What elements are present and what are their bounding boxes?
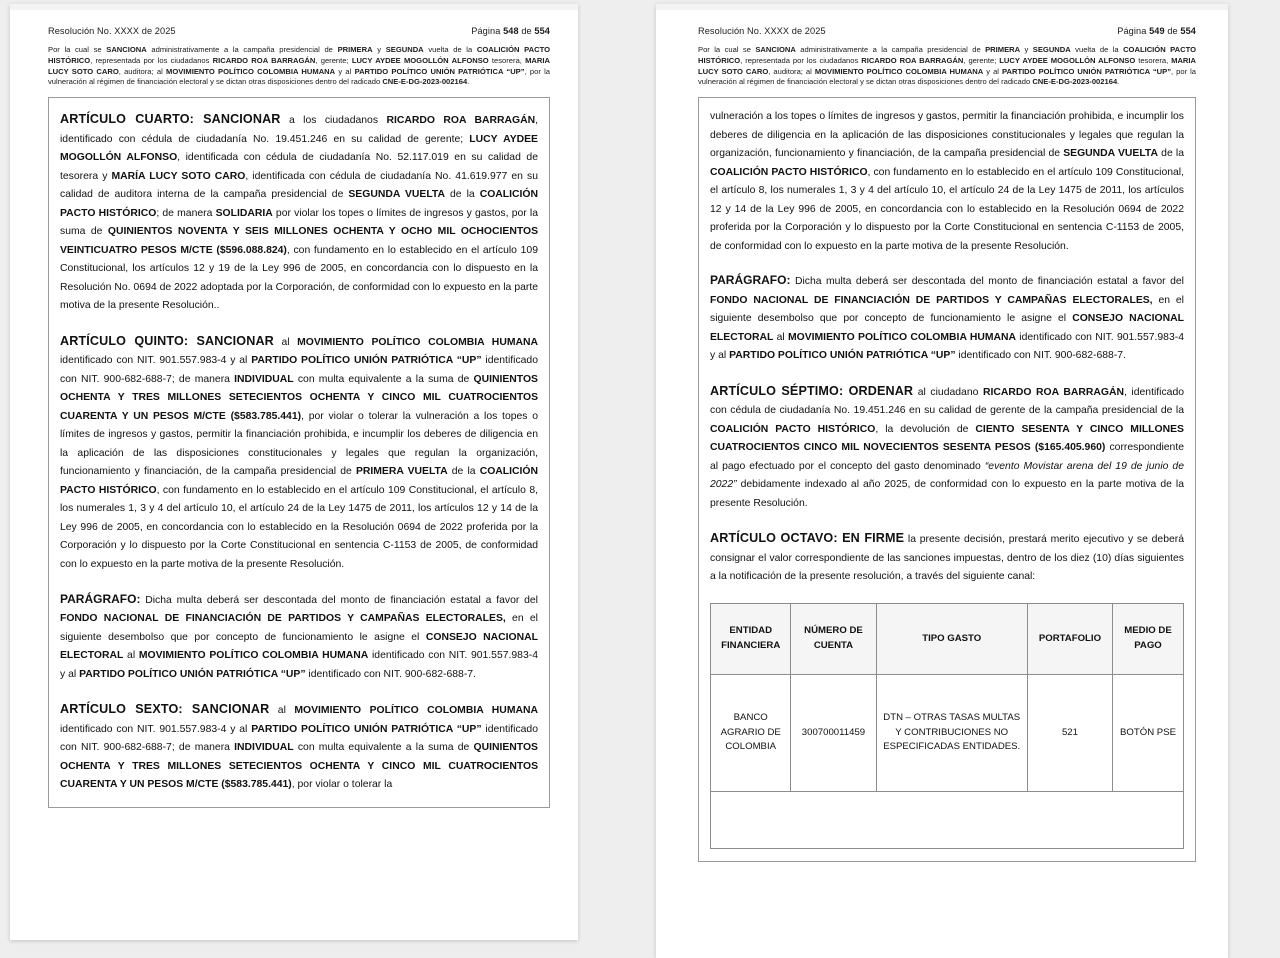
th-numero-cuenta: NÚMERO DE CUENTA <box>791 603 876 674</box>
articulo-sexto-title: ARTÍCULO SEXTO: SANCIONAR <box>60 702 270 717</box>
paragrafo-right: PARÁGRAFO: Dicha multa deberá ser descontada del monto de financiación estatal a favor del FONDO NACIONAL DE FINANCIACIÓN DE PARTIDOS Y CAMPAÑAS ELECTORALES, en el siguiente desembolso que por concepto de funcionamiento le asigne el CONSEJO NACIONAL ELECTORAL al MOVIMIENTO POLÍTICO COLOMBIA HUMANA identificado con NIT. 901.557.983-4 y al PARTIDO POLÍTICO UNIÓN PATRIÓTICA “UP” identificado con NIT. 900-682-688-7. <box>710 273 1184 362</box>
articulo-septimo: ARTÍCULO SÉPTIMO: ORDENAR al ciudadano RICARDO ROA BARRAGÁN, identificado con cédula de ciudadanía No. 19.451.246 en su calidad de gerente de la campaña presidencial de la COALICIÓN PACTO HISTÓRICO, la devolución de CIENTO SESENTA Y CINCO MILLONES CUATROCIENTOS CINCO MIL NOVECIENTOS SESENTA PESOS ($165.405.960) correspondiente al pago efectuado por el concepto del gasto denominado “evento Movistar arena del 19 de junio de 2022” debidamente indexado al año 2025, de conformidad con lo expuesto en la parte motiva de la presente Resolución. <box>710 383 1184 509</box>
current-page-number-right: 549 <box>1149 26 1165 36</box>
table-header-row <box>711 603 1184 674</box>
table-empty-row <box>711 791 1184 848</box>
continuation-paragraph: vulneración a los topes o límites de ingresos y gastos, permitir la financiación prohibida, e incumplir los deberes de diligencia en la aplicación de las disposiciones constitucionales y legales que regulan la organización, funcionamiento y financiación, de la campaña presidencial de SEGUNDA VUELTA de la COALICIÓN PACTO HISTÓRICO, con fundamento en lo establecido en el artículo 109 Constitucional, el artículo 8, los numerales 1, 3 y 4 del artículo 10, el artículo 24 de la Ley 1475 de 2011, los artículos 12 y 14 de la Ley 996 de 2005, en concordancia con lo establecido en la Resolución 0694 de 2022 proferida por la Corporación y lo dispuesto por la Corte Constitucional en sentencia C-1153 de 2005, de conformidad con lo expuesto en la parte motiva de la presente Resolución. <box>710 111 1184 252</box>
articulo-octavo-title: ARTÍCULO OCTAVO: EN FIRME <box>710 531 905 546</box>
document-subheader: Por la cual se SANCIONA administrativamente a la campaña presidencial de PRIMERA y SEGUNDA vuelta de la COALICIÓN PACTO HISTÓRICO, representada por los ciudadanos RICARDO ROA BARRAGÁN, gerente; LUCY AYDEE MOGOLLÓN ALFONSO tesorera, MARIA LUCY SOTO CARO, auditora; al MOVIMIENTO POLÍTICO COLOMBIA HUMANA y al PARTIDO POLÍTICO UNIÓN PATRIÓTICA “UP”, por la vulneración al régimen de financiación electoral y se dictan otras disposiciones dentro del radicado CNE-E-DG-2023-002164. <box>48 45 551 87</box>
document-subheader-right: Por la cual se SANCIONA administrativamente a la campaña presidencial de PRIMERA y SEGUNDA vuelta de la COALICIÓN PACTO HISTÓRICO, representada por los ciudadanos RICARDO ROA BARRAGÁN, gerente; LUCY AYDEE MOGOLLÓN ALFONSO tesorera, MARIA LUCY SOTO CARO, auditora; al MOVIMIENTO POLÍTICO COLOMBIA HUMANA y al PARTIDO POLÍTICO UNIÓN PATRIÓTICA “UP”, por la vulneración al régimen de financiación electoral y se dictan otras disposiciones dentro del radicado CNE-E-DG-2023-002164. <box>698 45 1197 87</box>
left-page-body-box <box>48 97 550 808</box>
articulo-cuarto-title: ARTÍCULO CUARTO: SANCIONAR <box>60 112 281 127</box>
page-548 <box>10 4 578 940</box>
articulo-septimo-title: ARTÍCULO SÉPTIMO: ORDENAR <box>710 383 914 398</box>
page-number-indicator-right: Página 549 de 554 <box>1117 26 1196 36</box>
articulo-octavo: ARTÍCULO OCTAVO: EN FIRME la presente decisión, prestará merito ejecutivo y se deberá consignar el valor correspondiente de las sanciones impuestas, dentro de los diez (10) días siguientes a la notificación de la presente resolución, a través del siguiente canal: <box>710 531 1184 583</box>
cell-medio-de-pago: BOTÓN PSE <box>1113 674 1184 791</box>
total-page-number: 554 <box>534 26 550 36</box>
articulo-quinto-title: ARTÍCULO QUINTO: SANCIONAR <box>60 333 274 348</box>
articulo-quinto: ARTÍCULO QUINTO: SANCIONAR al MOVIMIENTO POLÍTICO COLOMBIA HUMANA identificado con NIT. 901.557.983-4 y al PARTIDO POLÍTICO UNIÓN PATRIÓTICA “UP” identificado con NIT. 900-682-688-7; de manera INDIVIDUAL con multa equivalente a la suma de QUINIENTOS OCHENTA Y TRES MILLONES SETECIENTOS OCHENTA Y CINCO MIL CUATROCIENTOS CUARENTA Y UN PESOS M/CTE ($583.785.441), por violar o tolerar la vulneración a los topes o límites de ingresos y gastos, permitir la financiación prohibida, e incumplir los deberes de diligencia en la aplicación de las disposiciones constitucionales y legales que regulan la organización, funcionamiento y financiación, de la campaña presidencial de PRIMERA VUELTA de la COALICIÓN PACTO HISTÓRICO, con fundamento en lo establecido en el artículo 109 Constitucional, el artículo 8, los numerales 1, 3 y 4 del artículo 10, el artículo 24 de la Ley 1475 de 2011, los artículos 12 y 14 de la Ley 996 de 2005, en concordancia con lo establecido en la Resolución 0694 de 2022 proferida por la Corporación y lo dispuesto por la Corte Constitucional en sentencia C-1153 de 2005, de conformidad con lo expuesto en la parte motiva de la presente Resolución. <box>60 333 538 570</box>
cell-portafolio: 521 <box>1027 674 1112 791</box>
paragrafo-right-title: PARÁGRAFO: <box>710 273 791 288</box>
articulo-cuarto: ARTÍCULO CUARTO: SANCIONAR a los ciudadanos RICARDO ROA BARRAGÁN, identificado con cédula de ciudadanía No. 19.451.246 en su calidad de gerente; LUCY AYDEE MOGOLLÓN ALFONSO, identificada con cédula de ciudadanía No. 52.117.019 en su calidad de tesorera y MARÍA LUCY SOTO CARO, identificada con cédula de ciudadanía No. 41.619.977 en su calidad de auditora interna de la campaña presidencial de SEGUNDA VUELTA de la COALICIÓN PACTO HISTÓRICO; de manera SOLIDARIA por violar los topes o límites de ingresos y gastos, por la suma de QUINIENTOS NOVENTA Y SEIS MILLONES OCHENTA Y OCHO MIL OCHOCIENTOS VEINTICUATRO PESOS M/CTE ($596.088.824), con fundamento en lo establecido en el artículo 109 Constitucional, los artículos 12 y 19 de la Ley 996 de 2005, en concordancia con lo dispuesto en la Resolución No. 0694 de 2022 adoptada por la Corporación, de conformidad con lo expuesto en la parte motiva de la presente Resolución.. <box>60 112 539 312</box>
cell-numero-cuenta: 300700011459 <box>791 674 876 791</box>
page-number-indicator: Página 548 de 554 <box>471 26 550 36</box>
page-549 <box>656 4 1228 958</box>
cell-tipo-gasto: DTN – OTRAS TASAS MULTAS Y CONTRIBUCIONES NO ESPECIFICADAS ENTIDADES. <box>876 674 1027 791</box>
right-page-body-box <box>698 97 1196 862</box>
current-page-number: 548 <box>503 26 519 36</box>
articulo-sexto: ARTÍCULO SEXTO: SANCIONAR al MOVIMIENTO POLÍTICO COLOMBIA HUMANA identificado con NIT. 901.557.983-4 y al PARTIDO POLÍTICO UNIÓN PATRIÓTICA “UP” identificado con NIT. 900-682-688-7; de manera INDIVIDUAL con multa equivalente a la suma de QUINIENTOS OCHENTA Y TRES MILLONES SETECIENTOS OCHENTA Y CINCO MIL CUATROCIENTOS CUARENTA Y UN PESOS M/CTE ($583.785.441), por violar o tolerar la <box>60 702 538 791</box>
page-header <box>48 26 550 36</box>
th-entidad-financiera: ENTIDAD FINANCIERA <box>711 603 791 674</box>
resolution-label-right: Resolución No. XXXX de 2025 <box>698 26 826 36</box>
paragrafo-left-title: PARÁGRAFO: <box>60 591 141 606</box>
cell-entidad-financiera: BANCO AGRARIO DE COLOMBIA <box>711 674 791 791</box>
total-page-number-right: 554 <box>1180 26 1196 36</box>
th-portafolio: PORTAFOLIO <box>1027 603 1112 674</box>
cell-empty <box>711 791 1184 848</box>
payment-channel-table <box>710 603 1184 849</box>
th-tipo-gasto: TIPO GASTO <box>876 603 1027 674</box>
table-row <box>711 674 1184 791</box>
paragrafo-left: PARÁGRAFO: Dicha multa deberá ser descontada del monto de financiación estatal a favor del FONDO NACIONAL DE FINANCIACIÓN DE PARTIDOS Y CAMPAÑAS ELECTORALES, en el siguiente desembolso que por concepto de funcionamiento le asigne el CONSEJO NACIONAL ELECTORAL al MOVIMIENTO POLÍTICO COLOMBIA HUMANA identificado con NIT. 901.557.983-4 y al PARTIDO POLÍTICO UNIÓN PATRIÓTICA “UP” identificado con NIT. 900-682-688-7. <box>60 591 538 680</box>
resolution-label: Resolución No. XXXX de 2025 <box>48 26 176 36</box>
page-header-right <box>698 26 1196 36</box>
th-medio-de-pago: MEDIO DE PAGO <box>1113 603 1184 674</box>
